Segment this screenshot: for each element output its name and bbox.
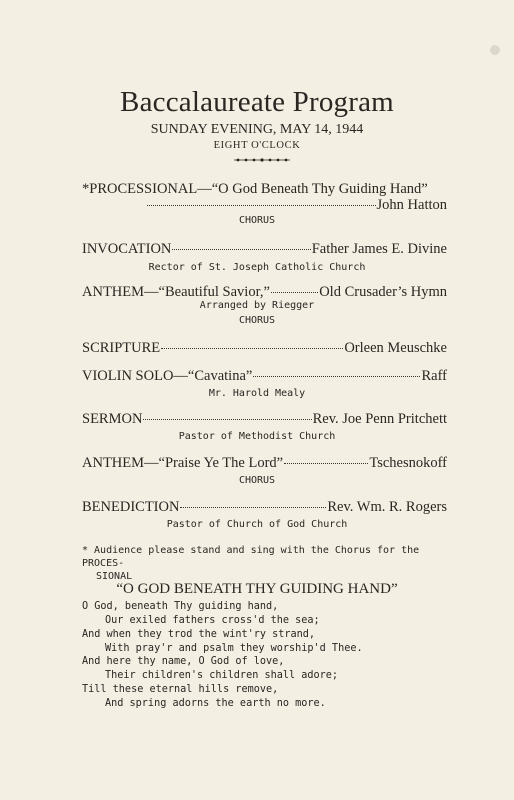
program-item: [82, 340, 447, 357]
item-note: Pastor of Methodist Church: [178, 431, 336, 442]
hymn-verse-1: [82, 600, 363, 656]
item-title: ANTHEM—“Beautiful Savior,”: [82, 284, 270, 300]
verse-line: With pray'r and psalm they worship'd Thee.: [105, 643, 363, 654]
program-item-continuation: [146, 197, 447, 214]
verse-line: O God, beneath Thy guiding hand,: [82, 601, 279, 612]
item-title: SCRIPTURE: [82, 340, 161, 356]
dot-leader: [161, 348, 343, 349]
item-note: Mr. Harold Mealy: [208, 388, 306, 399]
verse-line: Till these eternal hills remove,: [82, 684, 279, 695]
page-title: Baccalaureate Program: [120, 86, 394, 118]
item-title: *PROCESSIONAL—“O God Beneath Thy Guiding Hand”: [82, 181, 428, 197]
item-note: Pastor of Church of God Church: [166, 519, 348, 530]
program-item: [82, 455, 447, 472]
program-item: [82, 284, 447, 301]
item-title: ANTHEM—“Praise Ye The Lord”: [82, 455, 284, 471]
item-note: Arranged by Riegger: [199, 300, 315, 311]
item-title: INVOCATION: [82, 241, 172, 257]
item-performer: Tschesnokoff: [369, 455, 447, 471]
item-performer: John Hatton: [376, 197, 447, 213]
item-performer: Old Crusader’s Hymn: [319, 284, 447, 300]
dot-leader: [143, 419, 311, 420]
verse-line: Their children's children shall adore;: [105, 670, 339, 681]
dot-leader: [180, 507, 326, 508]
hymn-verse-2: [82, 655, 338, 711]
dot-leader: [284, 463, 368, 464]
dot-leader: [253, 376, 420, 377]
item-title: BENEDICTION: [82, 499, 180, 515]
verse-line: And here thy name, O God of love,: [82, 656, 285, 667]
item-performer: Orleen Meuschke: [344, 340, 447, 356]
item-performer: Rev. Wm. R. Rogers: [327, 499, 447, 515]
ornament-divider-icon: [232, 154, 292, 166]
verse-line: And when they trod the wint'ry strand,: [82, 629, 316, 640]
verse-line: And spring adorns the earth no more.: [105, 698, 326, 709]
dot-leader: [172, 249, 310, 250]
program-item: [82, 241, 447, 258]
item-title: SERMON: [82, 411, 143, 427]
footnote: [82, 544, 452, 583]
hymn-title: “O GOD BENEATH THY GUIDING HAND”: [116, 581, 398, 597]
program-item: [82, 368, 447, 385]
program-item: [82, 181, 447, 198]
footnote-line: * Audience please stand and sing with the Chorus for the PROCES-: [82, 545, 420, 569]
time-line: EIGHT O'CLOCK: [213, 140, 301, 151]
item-title: VIOLIN SOLO—“Cavatina”: [82, 368, 253, 384]
edge-hole-decoration: [490, 45, 500, 55]
dot-leader: [147, 205, 376, 206]
item-note: CHORUS: [238, 475, 276, 486]
date-line: SUNDAY EVENING, MAY 14, 1944: [150, 122, 364, 137]
item-performer: Rev. Joe Penn Pritchett: [312, 411, 447, 427]
item-performer: Raff: [421, 368, 447, 384]
program-item: [82, 499, 447, 516]
item-note: CHORUS: [238, 315, 276, 326]
item-note: CHORUS: [238, 215, 276, 226]
dot-leader: [271, 292, 318, 293]
item-note: Rector of St. Joseph Catholic Church: [148, 262, 366, 273]
item-performer: Father James E. Divine: [311, 241, 447, 257]
program-item: [82, 411, 447, 428]
verse-line: Our exiled fathers cross'd the sea;: [105, 615, 320, 626]
footnote-line: SIONAL: [96, 571, 133, 582]
